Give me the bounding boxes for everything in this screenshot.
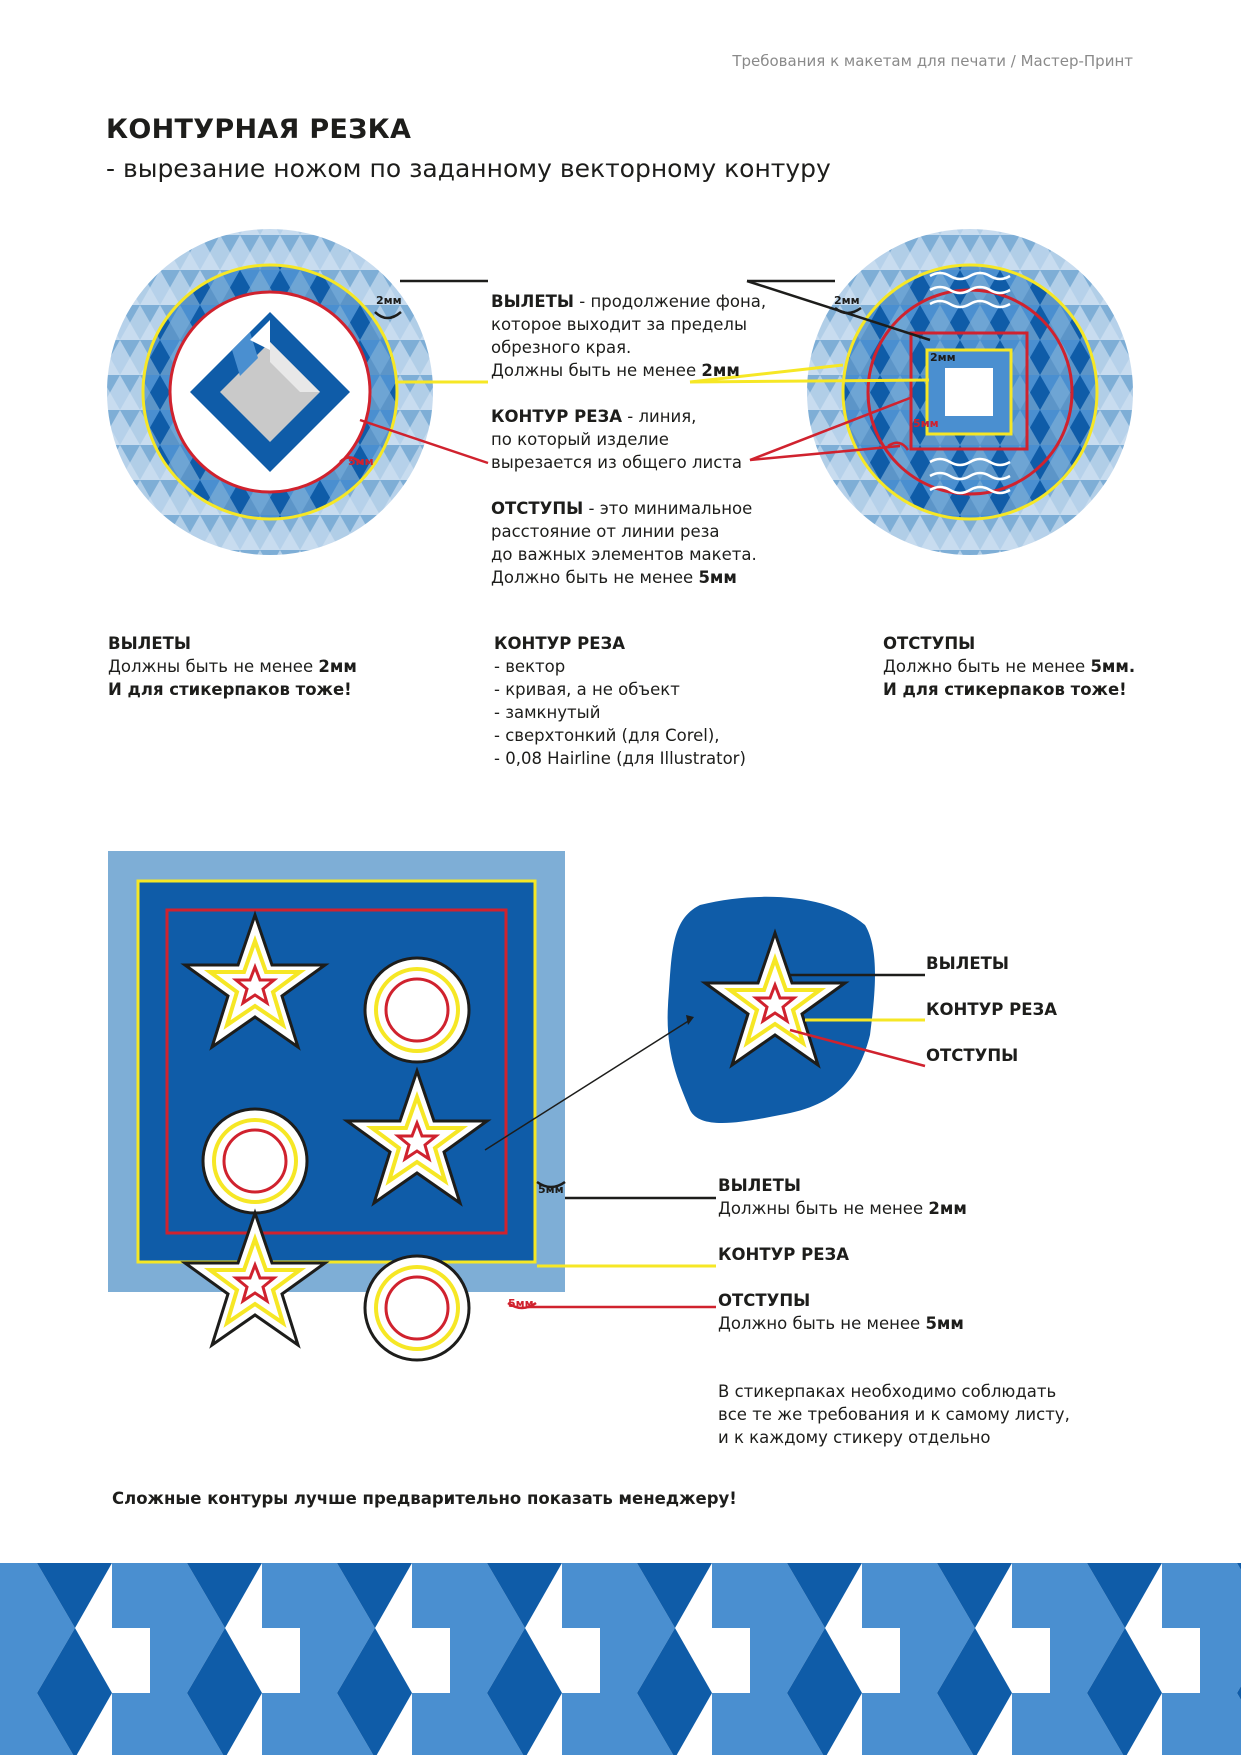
callout-margin-line4: Должно быть не менее	[491, 568, 699, 587]
sheet-callout-cut-title: КОНТУР РЕЗА	[718, 1245, 849, 1264]
column-cut-item: - кривая, а не объект	[494, 680, 680, 699]
column-margin-line1: Должно быть не менее	[883, 657, 1091, 676]
column-margin-value: 5мм.	[1090, 657, 1136, 676]
blob-tag-margin: ОТСТУПЫ	[926, 1046, 1019, 1065]
callout-bleed-line1: - продолжение фона,	[574, 292, 767, 311]
bottom-diagram	[0, 845, 1241, 1455]
column-margin-title: ОТСТУПЫ	[883, 634, 976, 653]
label-5mm-sheet-margin: 5мм	[508, 1297, 534, 1310]
column-margin	[883, 632, 1135, 701]
callout-cut-line3: вырезается из общего листа	[491, 453, 743, 472]
blob-tag-cut: КОНТУР РЕЗА	[926, 1000, 1057, 1019]
circle-sticker	[203, 1109, 307, 1213]
column-cut-item: - сверхтонкий (для Corel),	[494, 726, 720, 745]
sheet-callout-margin	[718, 1289, 964, 1335]
callout-bleed-line2: которое выходит за пределы	[491, 315, 748, 334]
callout-bleed-line3: обрезного края.	[491, 338, 632, 357]
column-cut-item: - 0,08 Hairline (для Illustrator)	[494, 749, 746, 768]
circle-sticker	[365, 1256, 469, 1360]
footer-note: Сложные контуры лучше предварительно показать менеджеру!	[112, 1489, 737, 1508]
decorative-pattern-band	[0, 1563, 1241, 1755]
stickerpack-note-line: В стикерпаках необходимо соблюдать	[718, 1382, 1057, 1401]
sheet-callout-bleed-line: Должны быть не менее	[718, 1199, 929, 1218]
callout-margin	[491, 497, 757, 589]
callout-margin-value: 5мм	[698, 568, 737, 587]
column-cut-item: - вектор	[494, 657, 566, 676]
label-5mm-right: 5мм	[913, 417, 939, 430]
stickerpack-note-line: и к каждому стикеру отдельно	[718, 1428, 991, 1447]
sheet-callout-bleed-value: 2мм	[928, 1199, 967, 1218]
column-bleed-line2: И для стикерпаков тоже!	[108, 680, 352, 699]
left-sticker-illustration	[107, 229, 433, 555]
label-2mm-right: 2мм	[834, 294, 860, 307]
sheet-callout-margin-value: 5мм	[925, 1314, 964, 1333]
sheet-callout-margin-line: Должно быть не менее	[718, 1314, 926, 1333]
callout-margin-line3: до важных элементов макета.	[491, 545, 757, 564]
callout-bleed-title: ВЫЛЕТЫ	[491, 292, 574, 311]
column-cut	[494, 632, 746, 770]
single-sticker-illustration	[668, 897, 875, 1123]
column-cut-item: - замкнутый	[494, 703, 601, 722]
callout-margin-title: ОТСТУПЫ	[491, 499, 584, 518]
circle-sticker	[365, 958, 469, 1062]
callout-margin-line2: расстояние от линии реза	[491, 522, 720, 541]
running-header: Требования к макетам для печати / Мастер-Принт	[732, 52, 1133, 70]
label-2mm-inner: 2мм	[930, 351, 956, 364]
sheet-callout-cut	[718, 1243, 849, 1266]
callout-cut-title: КОНТУР РЕЗА	[491, 407, 622, 426]
sheet-callout-bleed	[718, 1174, 967, 1220]
column-cut-title: КОНТУР РЕЗА	[494, 634, 625, 653]
column-bleed	[108, 632, 357, 701]
stickerpack-note-line: все те же требования и к самому листу,	[718, 1405, 1070, 1424]
blob-tag-bleed: ВЫЛЕТЫ	[926, 954, 1009, 973]
callout-margin-line1: - это минимальное	[583, 499, 753, 518]
callout-bleed	[491, 290, 766, 382]
label-2mm-left: 2мм	[376, 294, 402, 307]
callout-bleed-value: 2мм	[701, 361, 740, 380]
callout-bleed-line4: Должны быть не менее	[491, 361, 702, 380]
label-5mm-sheet-bleed: 5мм	[538, 1183, 564, 1196]
sheet-callout-margin-title: ОТСТУПЫ	[718, 1291, 811, 1310]
column-margin-line2: И для стикерпаков тоже!	[883, 680, 1127, 699]
page-title: КОНТУРНАЯ РЕЗКА	[106, 114, 412, 145]
stickerpack-note	[718, 1380, 1070, 1449]
callout-cut-line2: по который изделие	[491, 430, 669, 449]
callout-cut	[491, 405, 742, 474]
column-bleed-line1: Должны быть не менее	[108, 657, 319, 676]
sticker-sheet-illustration	[108, 851, 565, 1360]
sheet-callout-bleed-title: ВЫЛЕТЫ	[718, 1176, 801, 1195]
column-bleed-value: 2мм	[318, 657, 357, 676]
right-sticker-illustration	[807, 229, 1133, 555]
column-bleed-title: ВЫЛЕТЫ	[108, 634, 191, 653]
page-subtitle: - вырезание ножом по заданному векторному контуру	[106, 154, 831, 183]
label-5mm-left: 5мм	[348, 455, 374, 468]
callout-cut-line1: - линия,	[622, 407, 697, 426]
